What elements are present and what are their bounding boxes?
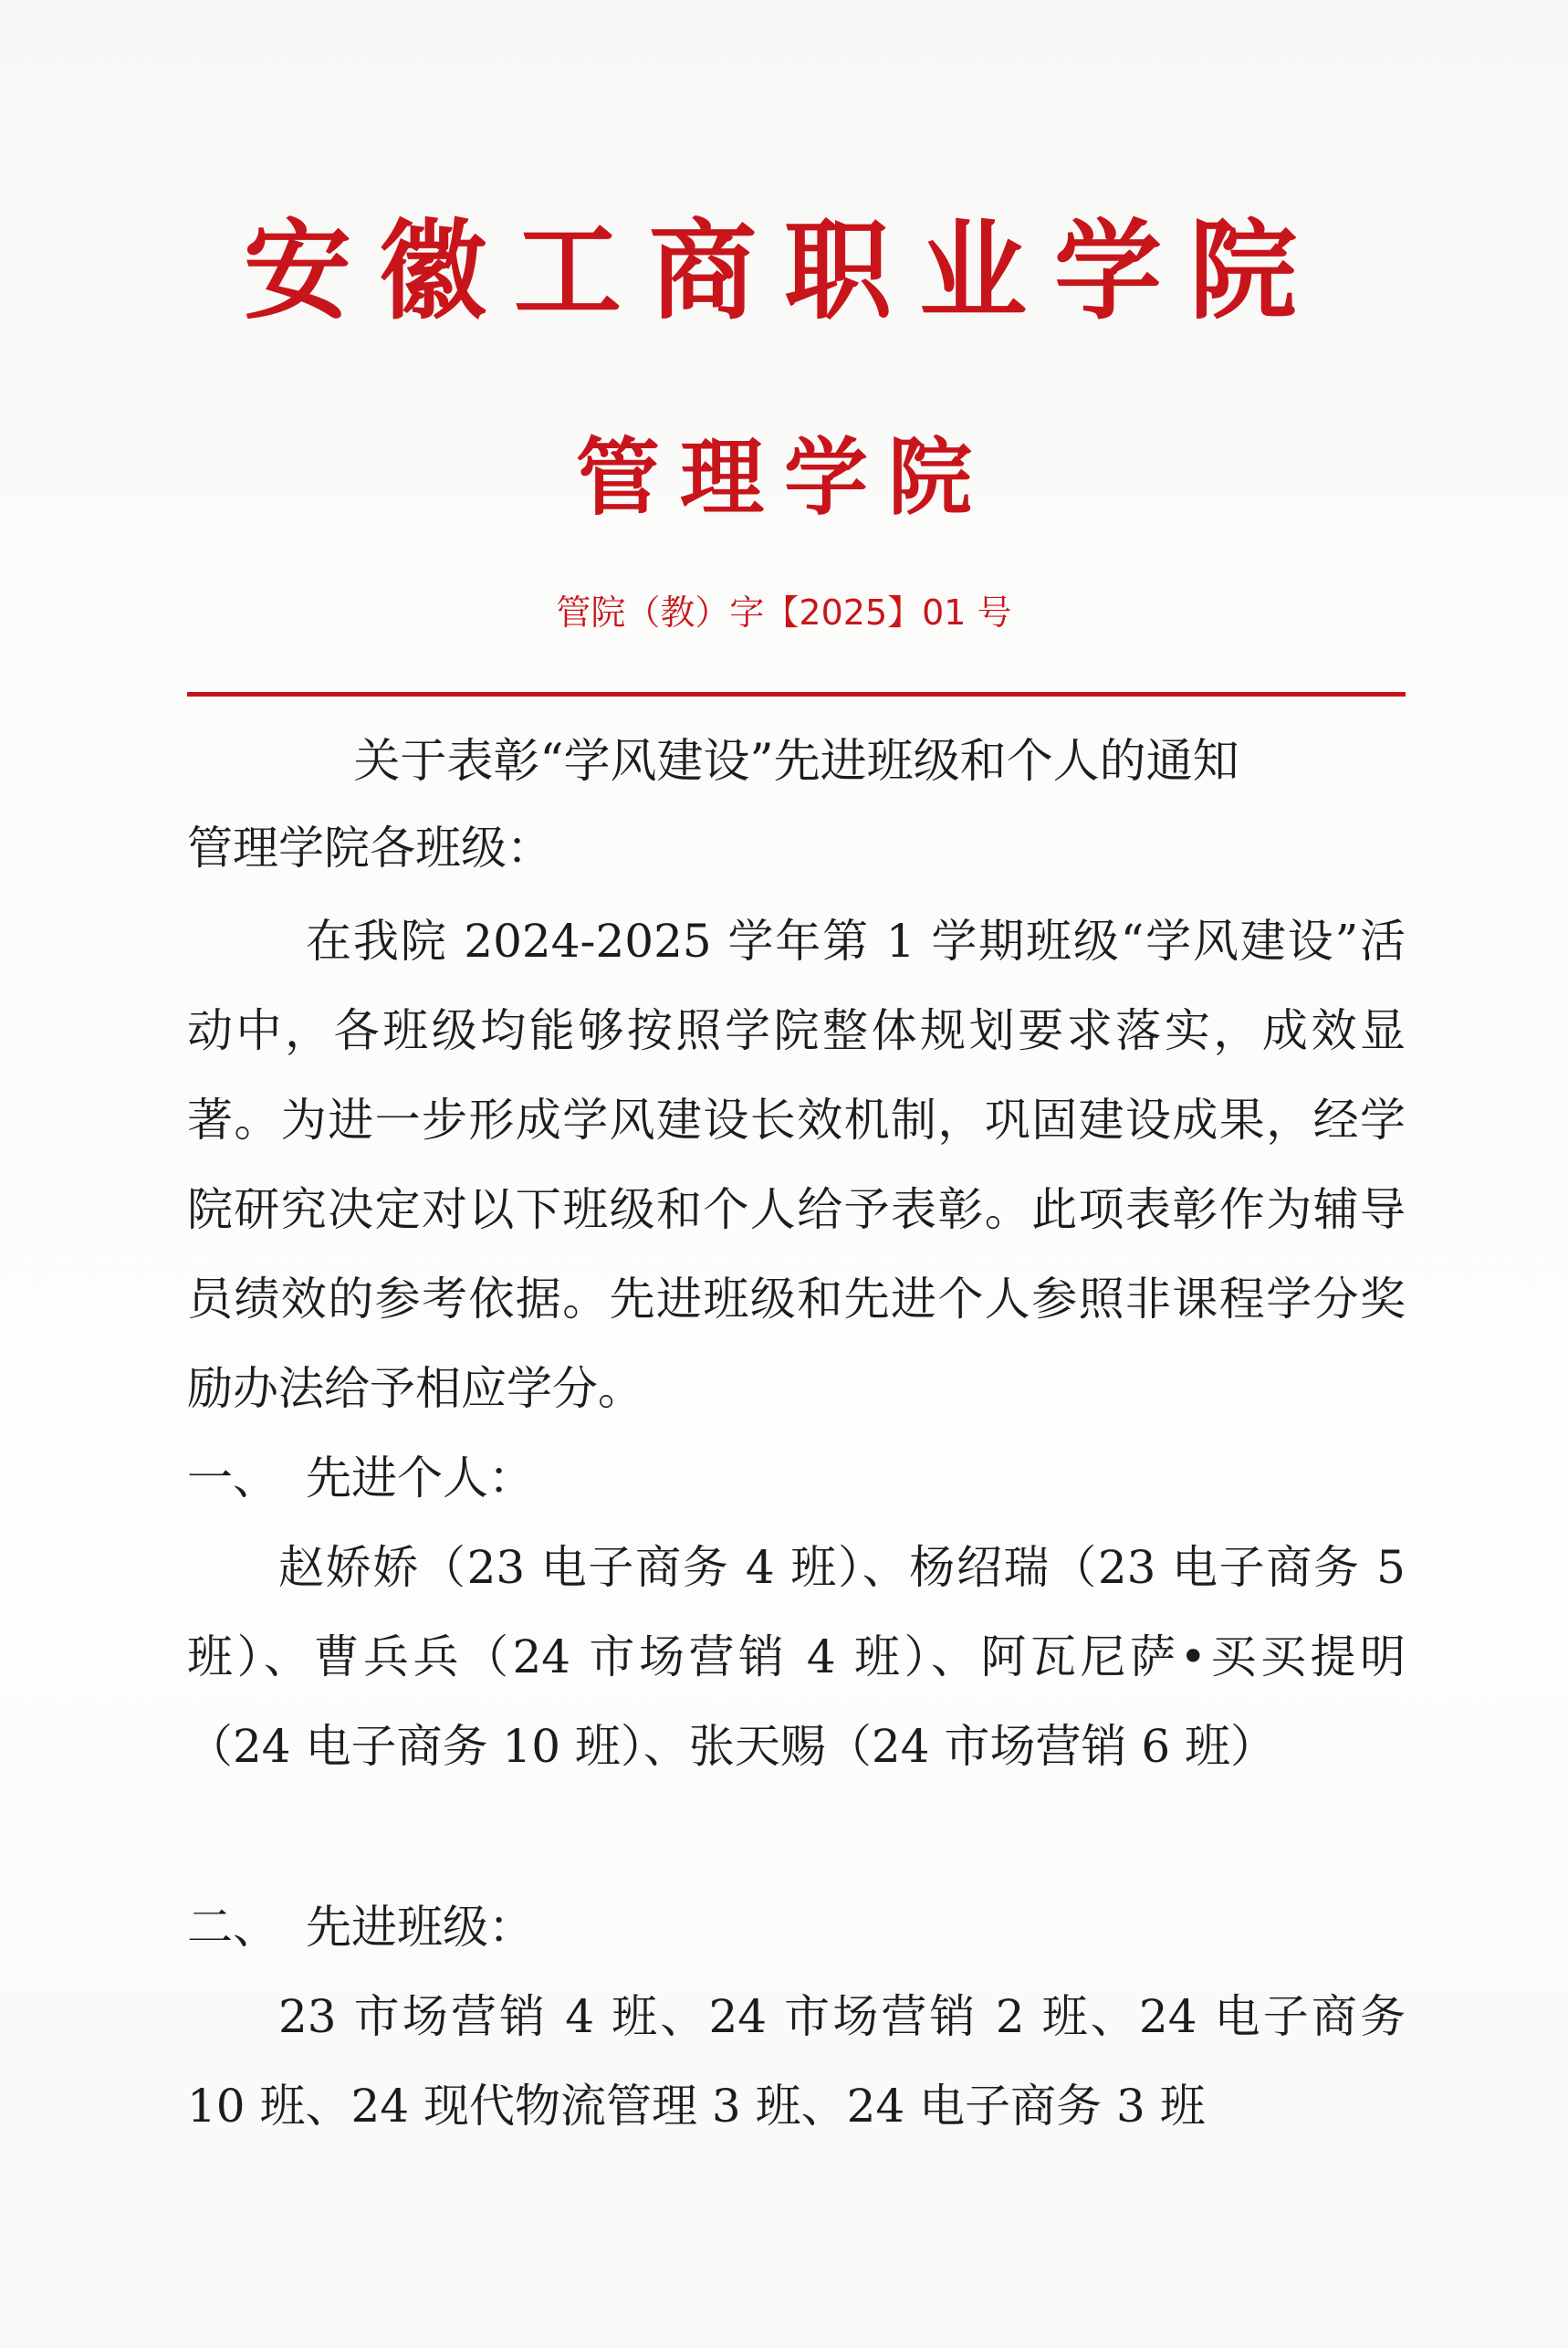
section-heading-text: 先进班级：	[306, 1901, 534, 1954]
notice-title: 关于表彰“学风建设”先进班级和个人的通知	[353, 735, 1239, 789]
salutation: 管理学院各班级：	[187, 822, 552, 875]
section-number: 一、	[187, 1452, 278, 1504]
document-number: 管院（教）字【2025】01 号	[556, 592, 1012, 633]
sub-org-heading: 管理学院	[575, 429, 992, 527]
classes-list: 23 市场营销 4 班、24 市场营销 2 班、24 电子商务 10 班、24 现代物流管理 3 班、24 电子商务 3 班	[187, 1990, 1406, 2133]
org-name-heading: 安徽工商职业学院	[243, 208, 1324, 334]
section-heading-classes	[187, 1882, 1406, 1972]
section-heading-individuals	[187, 1433, 1406, 1523]
red-divider-line	[187, 692, 1406, 697]
section-number: 二、	[187, 1901, 278, 1954]
intro-paragraph: 在我院 2024-2025 学年第 1 学期班级“学风建设”活动中，各班级均能够按照学院整体规划要求落实，成效显著。为进一步形成学风建设长效机制，巩固建设成果，经学院研究决定对以下班级和个人给予表彰。此项表彰作为辅导员绩效的参考依据。先进班级和先进个人参照非课程学分奖励办法给予相应学分。	[187, 915, 1406, 1415]
section-heading-text: 先进个人：	[306, 1452, 534, 1504]
individuals-list: 赵娇娇（23 电子商务 4 班）、杨绍瑞（23 电子商务 5 班）、曹兵兵（24 市场营销 4 班）、阿瓦尼萨•买买提明（24 电子商务 10 班）、张天赐（24 市场营销 6 班）	[187, 1541, 1406, 1773]
